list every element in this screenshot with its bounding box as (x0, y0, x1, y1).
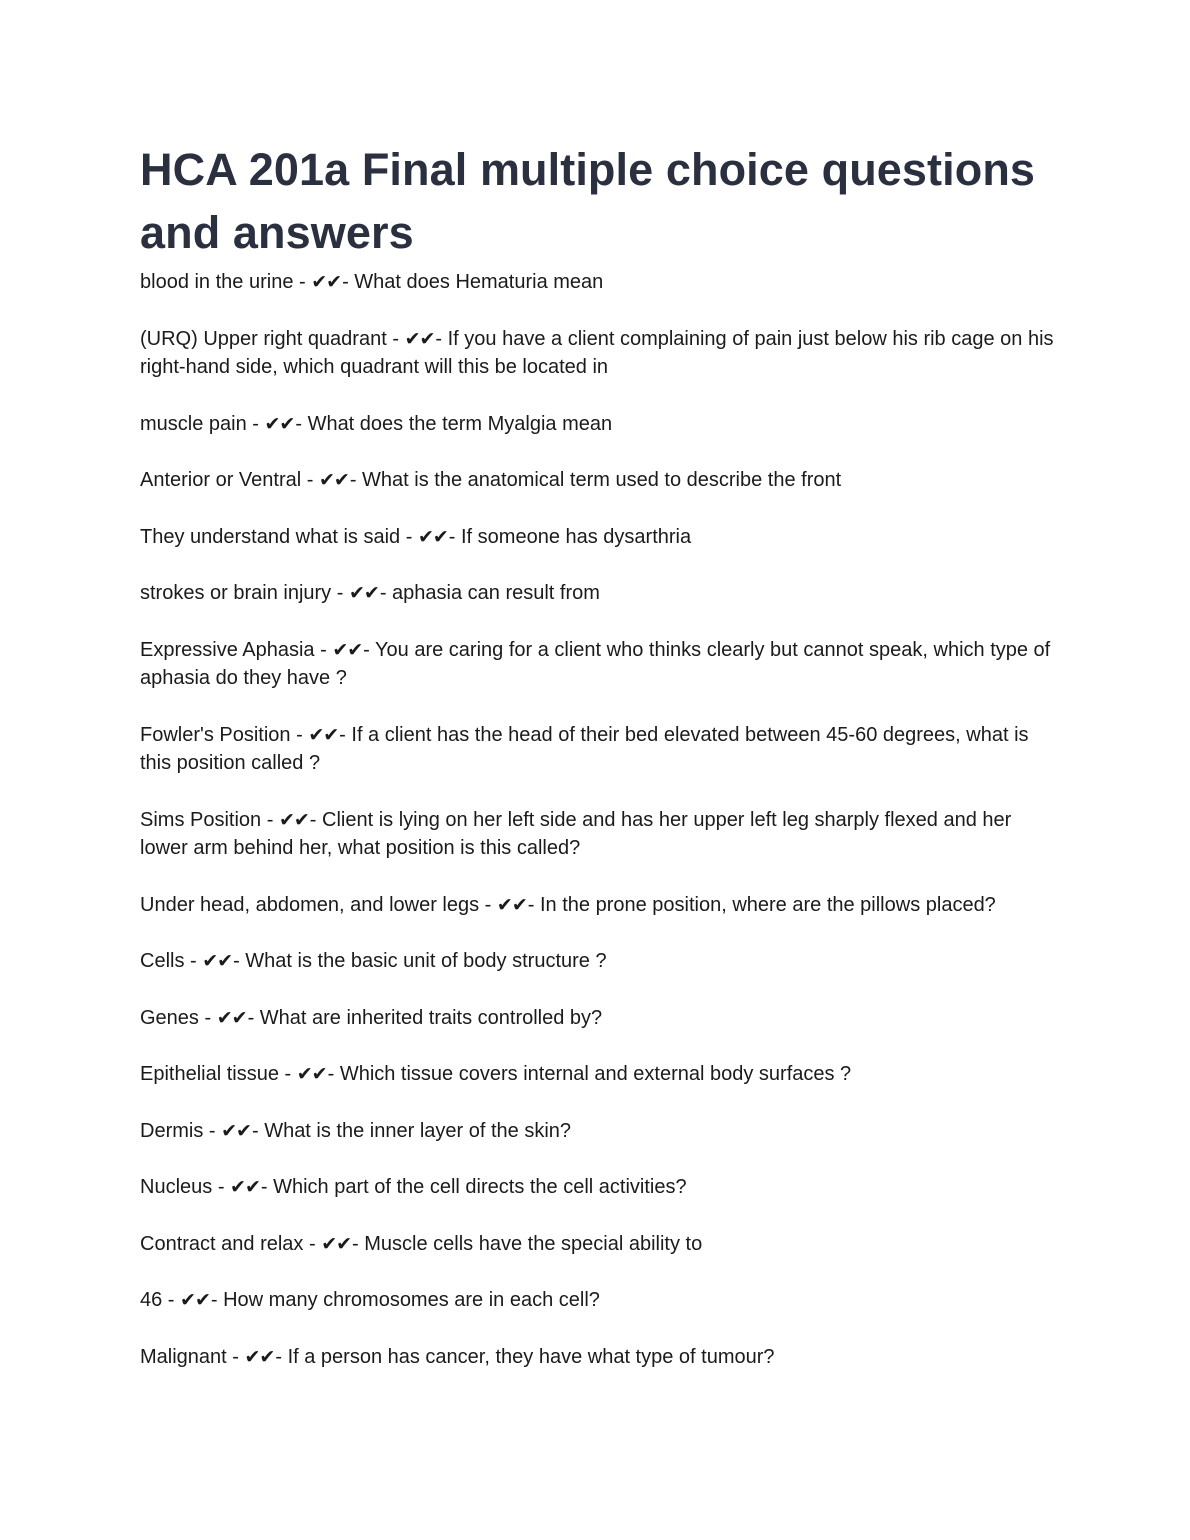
answer-text: Anterior or Ventral (140, 469, 302, 491)
check-mark-icon: ✔✔ (264, 412, 295, 435)
separator-left: - (290, 723, 309, 746)
separator-left: - (246, 412, 265, 435)
separator-right: - (448, 525, 461, 548)
separator-right: - (275, 1345, 288, 1368)
question-text: In the prone position, where are the pillows placed? (539, 893, 996, 916)
separator-left: - (278, 1063, 297, 1085)
separator-right: - (349, 469, 363, 491)
check-mark-icon: ✔✔ (332, 638, 363, 661)
separator-right: - (363, 638, 376, 661)
question-text: What are inherited traits controlled by? (259, 1006, 603, 1029)
separator-right: - (247, 1006, 260, 1029)
question-text: If you have a client complaining of pain just below his rib cage on his right-hand side, which quadrant will this be located in (140, 327, 1054, 378)
separator-right: - (527, 893, 540, 916)
separator-right: - (379, 582, 393, 604)
separator-left: - (184, 950, 203, 972)
separator-left: - (386, 327, 405, 350)
answer-text: Contract and relax (140, 1232, 304, 1255)
separator-right: - (327, 1063, 340, 1085)
qa-item (140, 1004, 1055, 1033)
answer-text: muscle pain (140, 412, 247, 435)
answer-text: blood in the urine (140, 271, 294, 293)
qa-item (140, 466, 1055, 495)
answer-text: Expressive Aphasia (140, 638, 315, 661)
separator-right: - (352, 1232, 365, 1255)
answer-text: Sims Position (140, 808, 262, 831)
separator-right: - (435, 327, 448, 350)
answer-text: (URQ) Upper right quadrant (140, 327, 387, 350)
answer-text: They understand what is said (140, 525, 401, 548)
qa-item (140, 636, 1055, 693)
qa-item (140, 579, 1055, 608)
qa-item (140, 523, 1055, 552)
answer-text: Cells (140, 950, 185, 972)
separator-right: - (251, 1119, 265, 1142)
check-mark-icon: ✔✔ (321, 1232, 352, 1255)
page-title: HCA 201a Final multiple choice questions and answers (140, 144, 1036, 258)
answer-text: 46 (140, 1289, 163, 1311)
separator-left: - (162, 1289, 181, 1311)
check-mark-icon: ✔✔ (496, 893, 527, 916)
check-mark-icon: ✔✔ (417, 525, 448, 548)
check-mark-icon: ✔✔ (216, 1006, 247, 1029)
separator-right: - (210, 1289, 224, 1311)
separator-left: - (331, 582, 349, 604)
separator-left: - (314, 638, 333, 661)
qa-item (140, 806, 1055, 863)
answer-text: Genes (140, 1006, 199, 1029)
question-text: If someone has dysarthria (461, 525, 692, 548)
check-mark-icon: ✔✔ (180, 1289, 210, 1311)
question-text: Client is lying on her left side and has her upper left leg sharply flexed and her lower arm behind her, what position is this called? (140, 808, 1012, 859)
answer-text: Malignant (140, 1345, 227, 1368)
separator-left: - (212, 1176, 231, 1198)
check-mark-icon: ✔✔ (278, 808, 309, 831)
qa-item (140, 891, 1055, 920)
check-mark-icon: ✔✔ (318, 469, 349, 491)
qa-item (140, 268, 1055, 297)
answer-text: Fowler's Position (140, 723, 291, 746)
question-text: What is the basic unit of body structure ? (245, 950, 607, 972)
question-text: If a person has cancer, they have what type of tumour? (287, 1345, 775, 1368)
separator-left: - (226, 1345, 245, 1368)
question-text: What does the term Myalgia mean (307, 412, 613, 435)
check-mark-icon: ✔✔ (244, 1345, 275, 1368)
question-text: Muscle cells have the special ability to (364, 1232, 703, 1255)
answer-text: strokes or brain injury (140, 582, 332, 604)
qa-item (140, 721, 1055, 778)
question-text: You are caring for a client who thinks clearly but cannot speak, which type of aphasia do they have ? (140, 638, 1051, 689)
check-mark-icon: ✔✔ (202, 950, 233, 972)
qa-item (140, 1173, 1055, 1202)
question-text: What does Hematuria mean (354, 271, 604, 293)
answer-text: Nucleus (140, 1176, 213, 1198)
question-text: What is the anatomical term used to describe the front (362, 469, 842, 491)
check-mark-icon: ✔✔ (221, 1119, 251, 1142)
qa-item (140, 325, 1055, 382)
separator-left: - (479, 893, 497, 916)
qa-item (140, 410, 1055, 439)
answer-text: Under head, abdomen, and lower legs (140, 893, 480, 916)
separator-left: - (203, 1119, 222, 1142)
check-mark-icon: ✔✔ (311, 271, 342, 293)
check-mark-icon: ✔✔ (348, 582, 379, 604)
separator-left: - (301, 469, 319, 491)
document-page (140, 138, 1055, 1399)
qa-item (140, 1230, 1055, 1259)
answer-text: Epithelial tissue (140, 1063, 279, 1085)
question-text: What is the inner layer of the skin? (264, 1119, 572, 1142)
separator-left: - (303, 1232, 322, 1255)
qa-item (140, 1117, 1055, 1146)
separator-right: - (339, 723, 352, 746)
check-mark-icon: ✔✔ (404, 327, 435, 350)
answer-text: Dermis (140, 1119, 204, 1142)
separator-right: - (260, 1176, 274, 1198)
separator-left: - (293, 271, 312, 293)
qa-item (140, 1060, 1055, 1089)
qa-list (140, 268, 1055, 1371)
separator-right: - (309, 808, 322, 831)
separator-left: - (198, 1006, 217, 1029)
check-mark-icon: ✔✔ (296, 1063, 327, 1085)
qa-item (140, 1286, 1055, 1315)
question-text: aphasia can result from (392, 582, 600, 604)
separator-left: - (400, 525, 418, 548)
question-text: Which tissue covers internal and external body surfaces ? (339, 1063, 852, 1085)
separator-right: - (233, 950, 246, 972)
qa-item (140, 947, 1055, 976)
question-text: How many chromosomes are in each cell? (223, 1289, 600, 1311)
separator-right: - (342, 271, 355, 293)
check-mark-icon: ✔✔ (230, 1176, 260, 1198)
separator-left: - (261, 808, 279, 831)
separator-right: - (295, 412, 308, 435)
check-mark-icon: ✔✔ (308, 723, 339, 746)
question-text: If a client has the head of their bed elevated between 45-60 degrees, what is this position called ? (140, 723, 1029, 774)
qa-item (140, 1343, 1055, 1372)
question-text: Which part of the cell directs the cell activities? (273, 1176, 687, 1198)
